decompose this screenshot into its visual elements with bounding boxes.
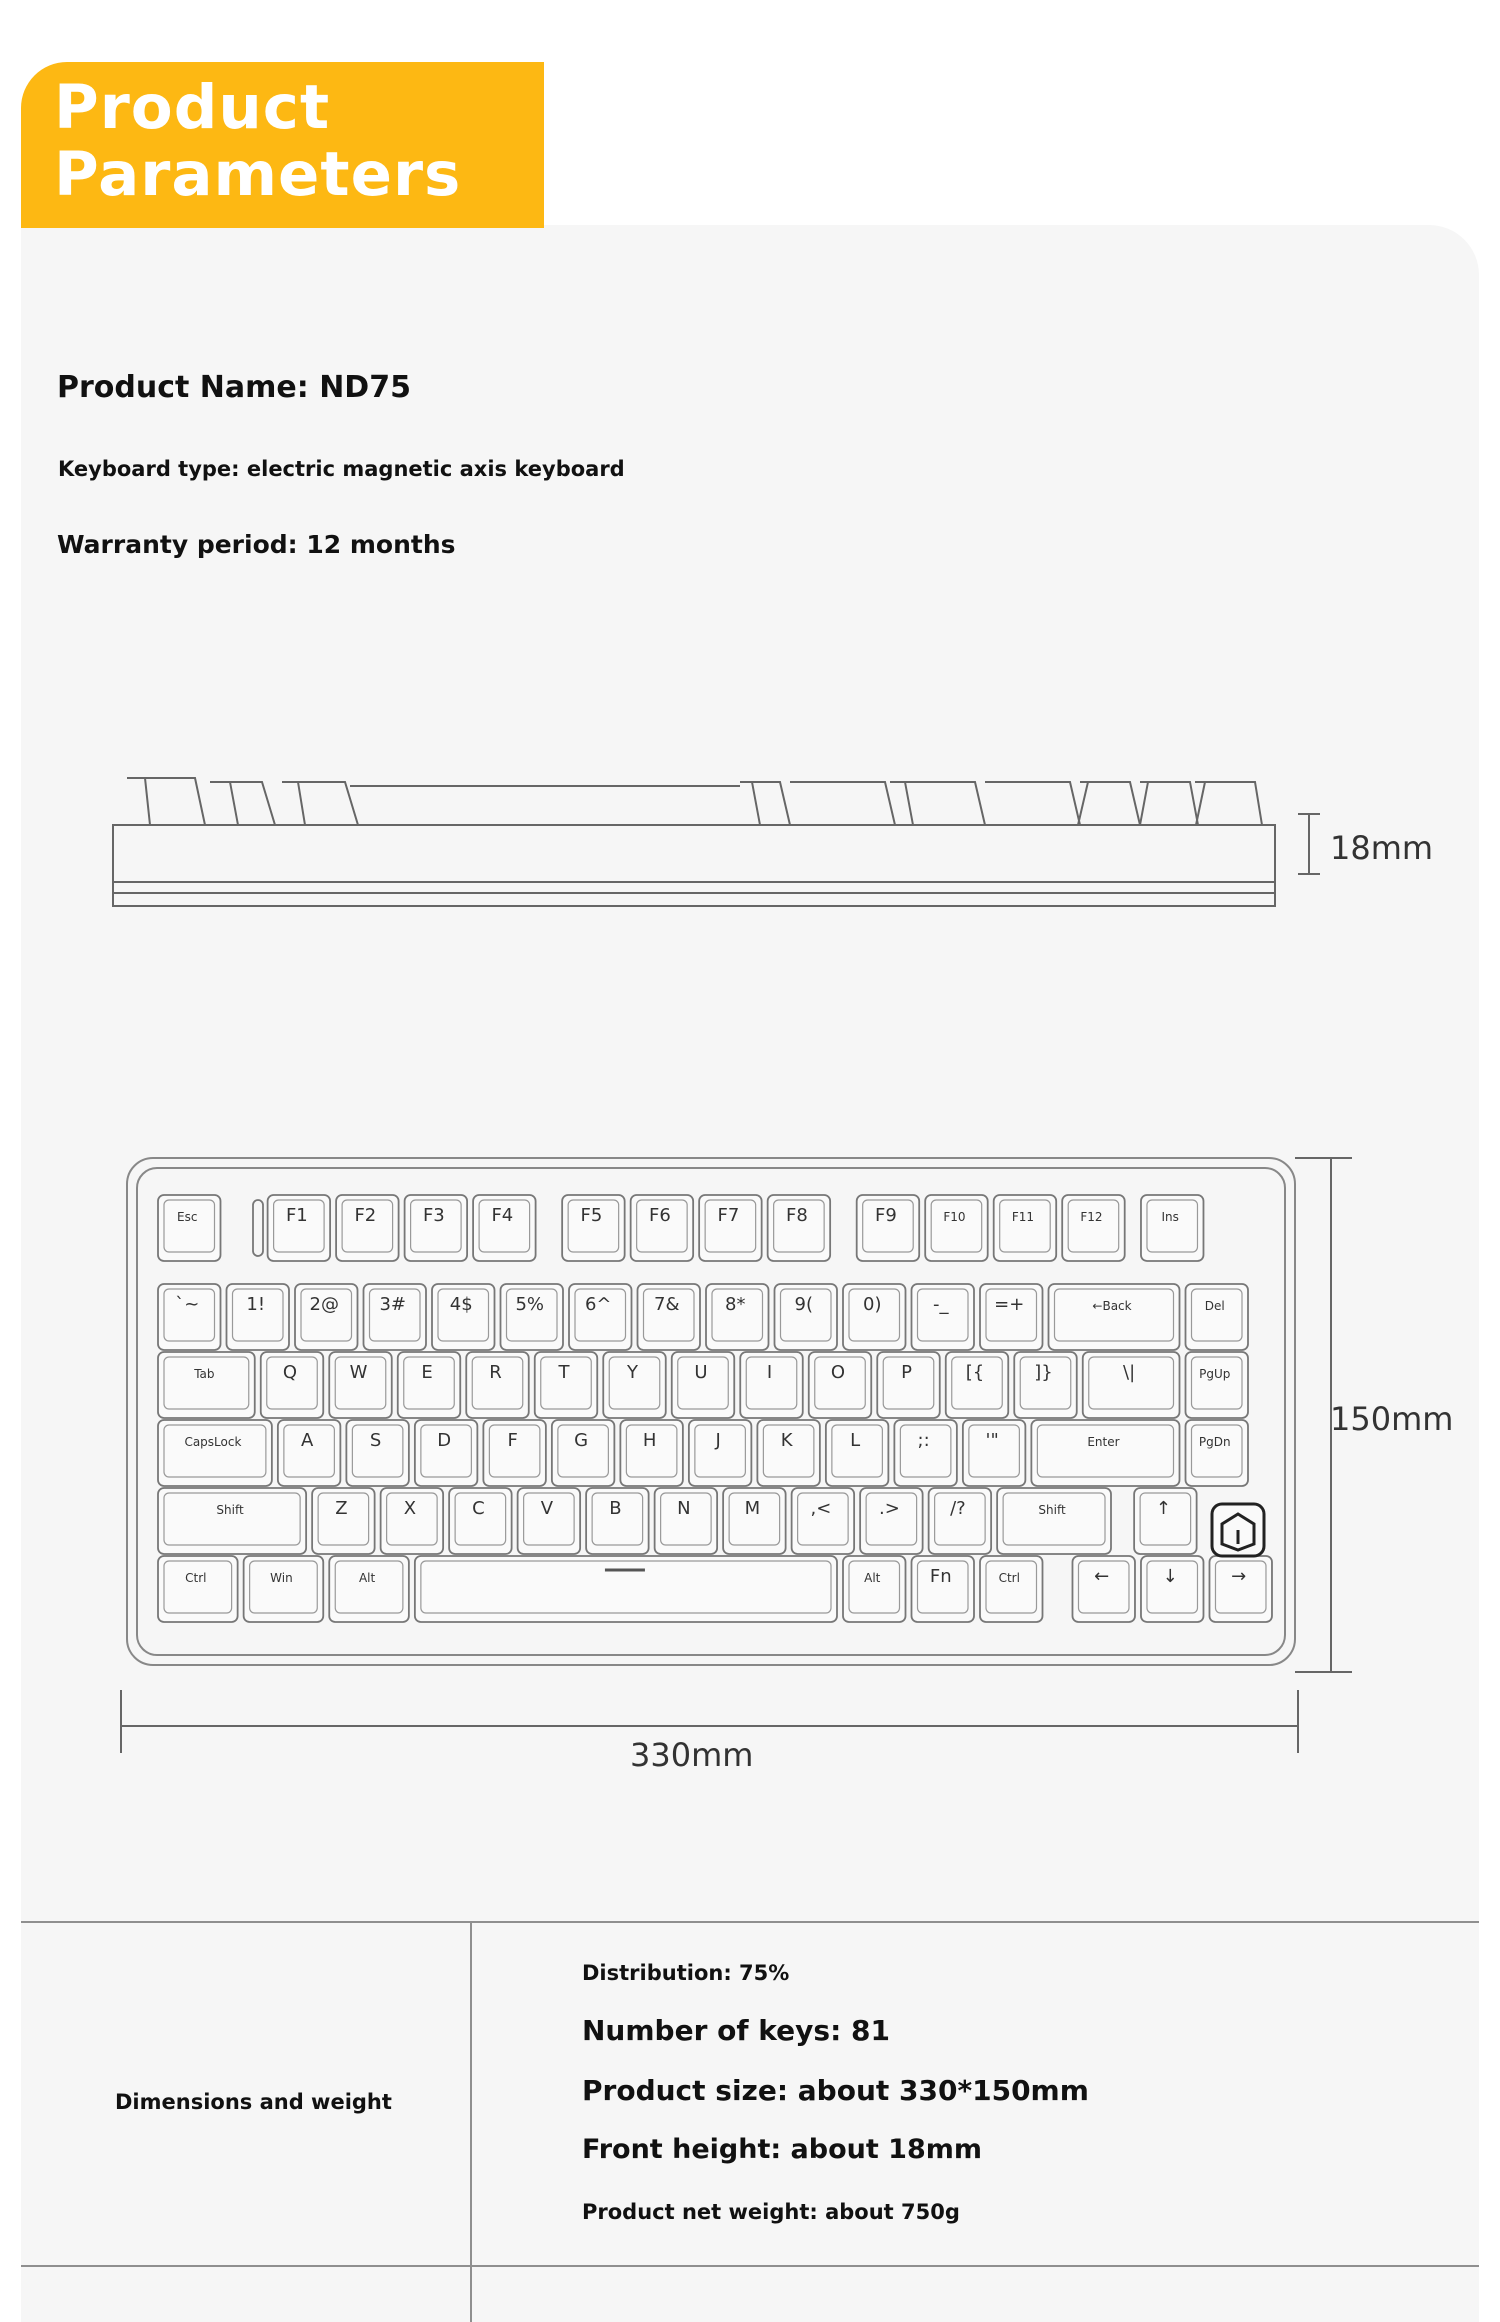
key-label: Alt xyxy=(358,1571,376,1585)
key-label: I xyxy=(766,1362,773,1383)
key xyxy=(894,1420,957,1486)
height-label: 18mm xyxy=(1330,829,1434,867)
key-label: \| xyxy=(1123,1362,1136,1383)
table-left-label: Dimensions and weight xyxy=(115,2090,392,2114)
key xyxy=(432,1284,495,1350)
key-label: W xyxy=(349,1362,368,1383)
key xyxy=(980,1556,1043,1622)
key-label: F10 xyxy=(943,1210,966,1224)
key-label: [{ xyxy=(965,1362,985,1383)
key-label: O xyxy=(830,1362,846,1383)
key xyxy=(768,1195,831,1261)
spec-keys: Number of keys: 81 xyxy=(582,2014,890,2047)
key-label: K xyxy=(780,1430,793,1451)
key-label: Win xyxy=(270,1571,293,1585)
table-top-rule xyxy=(21,1921,1479,1923)
key-label: R xyxy=(489,1362,502,1383)
key xyxy=(792,1488,855,1554)
product-name: Product Name: ND75 xyxy=(57,370,411,405)
key-label: ;: xyxy=(917,1430,930,1451)
key xyxy=(929,1488,992,1554)
key-label: ]} xyxy=(1034,1362,1053,1383)
key-label: N xyxy=(677,1498,691,1519)
key-label: A xyxy=(300,1430,314,1451)
key-label: 3# xyxy=(379,1294,407,1315)
key xyxy=(963,1420,1026,1486)
key-label: Y xyxy=(627,1362,638,1383)
key xyxy=(244,1556,324,1622)
key xyxy=(1209,1556,1272,1622)
key-label: D xyxy=(437,1430,452,1451)
key xyxy=(843,1284,906,1350)
key xyxy=(877,1352,940,1418)
key-label: 1! xyxy=(246,1294,266,1315)
key-label: 9( xyxy=(794,1294,813,1315)
key xyxy=(912,1556,975,1622)
key xyxy=(809,1352,872,1418)
key xyxy=(158,1195,221,1261)
key-label: F11 xyxy=(1011,1210,1035,1224)
key-label: Q xyxy=(282,1362,298,1383)
key-label: X xyxy=(403,1498,417,1519)
key-label: 7& xyxy=(654,1294,680,1315)
key xyxy=(857,1195,920,1261)
key xyxy=(638,1284,701,1350)
key xyxy=(860,1488,923,1554)
key-label: .> xyxy=(878,1498,900,1519)
key-label: =+ xyxy=(994,1294,1025,1315)
key xyxy=(980,1284,1043,1350)
key xyxy=(535,1352,598,1418)
knob-slot xyxy=(253,1200,263,1256)
key xyxy=(1186,1352,1249,1418)
key xyxy=(655,1488,718,1554)
key-label: 8* xyxy=(725,1294,746,1315)
key xyxy=(227,1284,290,1350)
key xyxy=(398,1352,461,1418)
key-label: F7 xyxy=(717,1205,740,1226)
key xyxy=(586,1488,649,1554)
key-label: Shift xyxy=(216,1503,244,1517)
key-label: Ctrl xyxy=(998,1571,1020,1585)
key xyxy=(158,1420,272,1486)
key-label: C xyxy=(472,1498,485,1519)
key-label: G xyxy=(574,1430,589,1451)
key xyxy=(158,1556,238,1622)
warranty-period: Warranty period: 12 months xyxy=(57,530,456,559)
key-label: 2@ xyxy=(309,1294,339,1315)
key xyxy=(1186,1284,1249,1350)
key-label: ↓ xyxy=(1162,1566,1178,1587)
key-label: T xyxy=(558,1362,570,1383)
key xyxy=(946,1352,1009,1418)
key xyxy=(699,1195,762,1261)
key xyxy=(706,1284,769,1350)
key xyxy=(912,1284,975,1350)
key xyxy=(1062,1195,1125,1261)
key xyxy=(1083,1352,1180,1418)
key xyxy=(723,1488,786,1554)
depth-label: 150mm xyxy=(1330,1400,1454,1438)
key-label: F xyxy=(507,1430,518,1451)
key-label: Del xyxy=(1204,1299,1225,1313)
key-label: ← xyxy=(1094,1566,1110,1587)
section-title: Product Parameters xyxy=(54,72,462,210)
key xyxy=(473,1195,535,1261)
key-label: /? xyxy=(950,1498,966,1519)
key-label: F8 xyxy=(785,1205,808,1226)
key xyxy=(1186,1420,1249,1486)
key xyxy=(672,1352,735,1418)
key xyxy=(501,1284,564,1350)
key-label: F2 xyxy=(354,1205,377,1226)
key xyxy=(295,1284,358,1350)
key xyxy=(268,1195,331,1261)
key-label: 6^ xyxy=(584,1294,612,1315)
key xyxy=(381,1488,444,1554)
key xyxy=(569,1284,632,1350)
key xyxy=(415,1556,837,1622)
key-label: S xyxy=(369,1430,382,1451)
key xyxy=(312,1488,375,1554)
key xyxy=(552,1420,615,1486)
table-divider xyxy=(470,1921,472,2322)
key xyxy=(843,1556,906,1622)
brand-logo xyxy=(1212,1504,1264,1556)
key xyxy=(997,1488,1111,1554)
key xyxy=(1031,1420,1179,1486)
key-label: E xyxy=(421,1362,433,1383)
key xyxy=(158,1352,255,1418)
key xyxy=(757,1420,820,1486)
key-label: L xyxy=(850,1430,861,1451)
key xyxy=(329,1352,392,1418)
key xyxy=(603,1352,666,1418)
key xyxy=(415,1420,478,1486)
key xyxy=(329,1556,409,1622)
key xyxy=(449,1488,512,1554)
key-label: F1 xyxy=(285,1205,308,1226)
key-label: `~ xyxy=(175,1294,200,1315)
key-label: CapsLock xyxy=(184,1435,242,1449)
key-label: -_ xyxy=(933,1294,949,1315)
key xyxy=(158,1284,221,1350)
key-label: F5 xyxy=(580,1205,603,1226)
key xyxy=(483,1420,546,1486)
keyboard-type: Keyboard type: electric magnetic axis keyboard xyxy=(58,457,625,481)
key-label: J xyxy=(715,1430,721,1451)
width-label: 330mm xyxy=(630,1736,754,1774)
key xyxy=(740,1352,803,1418)
key xyxy=(562,1195,625,1261)
key xyxy=(466,1352,529,1418)
key xyxy=(405,1195,468,1261)
key-label: F12 xyxy=(1080,1210,1103,1224)
key xyxy=(994,1195,1056,1261)
key-label: Ins xyxy=(1161,1210,1179,1224)
key-label: PgDn xyxy=(1198,1435,1231,1449)
key-label: Esc xyxy=(177,1210,198,1224)
key-label: M xyxy=(744,1498,761,1519)
key-label: Enter xyxy=(1087,1435,1120,1449)
key-label: 4$ xyxy=(449,1294,473,1315)
key-label: P xyxy=(901,1362,912,1383)
key xyxy=(1014,1352,1077,1418)
specs-table xyxy=(21,1921,1479,2267)
spec-size: Product size: about 330*150mm xyxy=(582,2074,1089,2107)
key xyxy=(158,1488,306,1554)
key xyxy=(1141,1195,1204,1261)
table-bottom-rule xyxy=(21,2265,1479,2267)
key-label: 0) xyxy=(863,1294,882,1315)
key-label: Tab xyxy=(194,1367,215,1381)
key-label: ↑ xyxy=(1155,1498,1171,1519)
key xyxy=(1072,1556,1135,1622)
key-label: F4 xyxy=(491,1205,514,1226)
key xyxy=(261,1352,324,1418)
key xyxy=(925,1195,988,1261)
spec-weight: Product net weight: about 750g xyxy=(582,2200,960,2224)
key-label: V xyxy=(540,1498,554,1519)
key-label: Shift xyxy=(1038,1503,1066,1517)
key-label: → xyxy=(1231,1566,1247,1587)
key-label: F9 xyxy=(875,1205,897,1226)
key xyxy=(620,1420,683,1486)
key xyxy=(1134,1488,1197,1554)
spec-height: Front height: about 18mm xyxy=(582,2134,983,2165)
key-label: ←Back xyxy=(1092,1299,1132,1313)
key xyxy=(518,1488,581,1554)
key xyxy=(278,1420,341,1486)
key-label: Ctrl xyxy=(185,1571,207,1585)
key-label: F6 xyxy=(648,1205,671,1226)
key xyxy=(364,1284,427,1350)
key-label: U xyxy=(694,1362,708,1383)
key-label: PgUp xyxy=(1199,1367,1231,1381)
key-label: B xyxy=(609,1498,622,1519)
key-label: ,< xyxy=(810,1498,832,1519)
spec-distribution: Distribution: 75% xyxy=(582,1961,790,1985)
key-label: F3 xyxy=(422,1205,445,1226)
key xyxy=(336,1195,399,1261)
key xyxy=(1049,1284,1180,1350)
key-label: Fn xyxy=(929,1566,952,1587)
key xyxy=(775,1284,838,1350)
key xyxy=(1141,1556,1204,1622)
key-label: Alt xyxy=(864,1571,881,1585)
key xyxy=(346,1420,409,1486)
key xyxy=(689,1420,752,1486)
key-label: Z xyxy=(335,1498,348,1519)
key xyxy=(631,1195,694,1261)
key-label: 5% xyxy=(515,1294,545,1315)
key-label: '" xyxy=(985,1430,999,1451)
key xyxy=(826,1420,889,1486)
key-label: H xyxy=(642,1430,657,1451)
